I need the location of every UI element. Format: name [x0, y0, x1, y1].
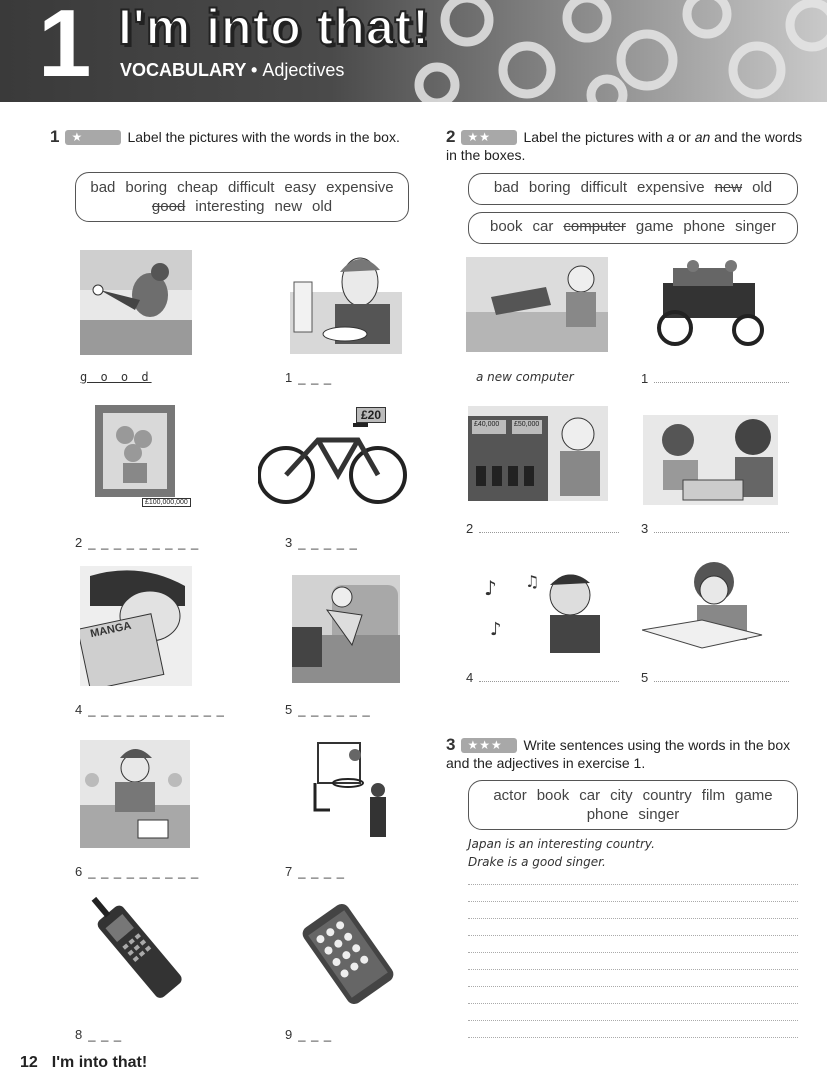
word-box-word: actor — [493, 787, 527, 804]
answer-blank[interactable]: _ _ _ _ _ _ _ _ _ _ _ — [88, 702, 225, 717]
picture-bored-on-sofa — [292, 575, 400, 683]
exercise-3-heading — [446, 736, 806, 772]
section-subtitle — [120, 60, 344, 81]
answer-blank[interactable]: _ _ _ _ _ _ _ _ _ — [88, 864, 200, 879]
svg-text:♫: ♫ — [525, 572, 540, 591]
ex2-answer-2 — [466, 521, 619, 536]
difficulty-stars: ★★ — [461, 130, 517, 145]
picture-old-mobile-phone — [85, 892, 193, 1010]
word-box-word: expensive — [637, 179, 705, 196]
item-number: 6 — [75, 864, 83, 879]
answer-line[interactable] — [654, 373, 789, 383]
word-box-word: book — [536, 787, 570, 804]
price-label-1: £40,000 — [474, 421, 500, 428]
ex2-answer-3 — [641, 521, 789, 536]
word-box-word: game — [735, 787, 773, 804]
picture-bad-singer — [480, 565, 608, 653]
word-box-word: old — [312, 198, 333, 215]
word-box-word: boring — [528, 179, 571, 196]
picture-boring-book — [642, 560, 774, 650]
answer-2 — [75, 535, 199, 550]
picture-basketball-dunk — [300, 735, 400, 850]
answer-5 — [285, 702, 371, 717]
instruction-part: and the words in the boxes. — [446, 129, 803, 163]
writing-line[interactable] — [468, 918, 798, 919]
word-box-word: bad — [90, 179, 116, 196]
item-number: 5 — [285, 702, 293, 717]
bicycle-price-tag: £20 — [356, 407, 386, 423]
word-box-word: game — [635, 218, 674, 235]
word-box-ex3 — [468, 780, 798, 830]
ex2-answer-5 — [641, 670, 789, 685]
item-number: 5 — [641, 670, 649, 685]
swirl-pattern-decoration — [407, 0, 827, 102]
word-box-word: singer — [735, 218, 776, 235]
picture-reading-manga — [80, 566, 192, 686]
word-box-word: car — [579, 787, 601, 804]
footer-title: I'm into that! — [51, 1054, 148, 1071]
ex2-answer-1 — [641, 371, 789, 386]
word-box-ex1 — [75, 172, 409, 222]
word-box-word: difficult — [580, 179, 628, 196]
word-box-word: film — [701, 787, 726, 804]
svg-text:♪: ♪ — [484, 576, 497, 600]
item-number: 2 — [466, 521, 474, 536]
exercise-number: 2 — [446, 127, 456, 146]
picture-man-eating-meal — [290, 242, 402, 354]
answer-blank[interactable]: _ _ _ — [88, 1027, 123, 1042]
picture-old-car — [653, 258, 773, 350]
writing-line[interactable] — [468, 901, 798, 902]
topic-label: Adjectives — [262, 60, 345, 80]
answer-3 — [285, 535, 358, 550]
word-box-word: singer — [638, 806, 680, 823]
price-label-2: £50,000 — [514, 421, 540, 428]
picture-bicycle-price — [258, 405, 408, 505]
item-number: 7 — [285, 864, 293, 879]
answer-line[interactable] — [479, 672, 619, 682]
answer-blank[interactable]: _ _ _ _ _ _ _ _ _ — [88, 535, 200, 550]
picture-new-smartphone — [296, 900, 400, 1008]
picture-expensive-painting — [95, 405, 188, 510]
answer-blank[interactable]: _ _ _ — [298, 1027, 333, 1042]
svg-text:♪: ♪ — [490, 619, 502, 640]
word-box-word: bad — [493, 179, 519, 196]
magazine-title: MANGA — [89, 619, 133, 641]
difficulty-stars: ★★★ — [461, 738, 517, 753]
exercise-instruction: Write sentences using the words in the box and the adjectives in exercise 1. — [446, 737, 791, 771]
word-box-word: country — [642, 787, 692, 804]
word-box-word-used: computer — [563, 218, 626, 235]
answer-blank[interactable]: _ _ _ _ — [298, 864, 345, 879]
example-sentence: Japan is an interesting country. — [468, 837, 655, 851]
difficulty-stars: ★ — [65, 130, 121, 145]
picture-chess-game — [643, 415, 778, 505]
item-number: 3 — [641, 521, 649, 536]
word-box-word: new — [274, 198, 303, 215]
instruction-article-a: a — [666, 129, 675, 145]
answer-line[interactable] — [654, 523, 789, 533]
exercise-number: 1 — [50, 127, 60, 146]
word-box-word: boring — [125, 179, 168, 196]
page-footer — [20, 1054, 147, 1072]
writing-line[interactable] — [468, 969, 798, 970]
writing-line[interactable] — [468, 986, 798, 987]
item-number: 4 — [75, 702, 83, 717]
word-box-ex2-adjectives — [468, 173, 798, 205]
word-box-word: difficult — [227, 179, 275, 196]
item-number: 8 — [75, 1027, 83, 1042]
bullet-separator: • — [251, 60, 258, 80]
answer-7 — [285, 864, 345, 879]
exercise-number: 3 — [446, 735, 456, 754]
answer-6 — [75, 864, 199, 879]
answer-8 — [75, 1027, 122, 1042]
exercise-instruction: Label the pictures with the words in the box. — [127, 129, 400, 145]
item-number: 9 — [285, 1027, 293, 1042]
ex2-answer-4 — [466, 670, 619, 685]
picture-expensive-phone-shop — [468, 406, 608, 501]
item-number: 1 — [285, 370, 293, 385]
exercise-2-heading — [446, 128, 806, 164]
word-box-word: expensive — [326, 179, 394, 196]
word-box-word: easy — [284, 179, 317, 196]
answer-line[interactable] — [654, 672, 789, 682]
exercise-1-heading — [50, 128, 410, 146]
picture-footballer-kicking — [80, 250, 192, 355]
word-box-word: phone — [683, 218, 726, 235]
word-box-word-used: good — [151, 198, 186, 215]
writing-line[interactable] — [468, 935, 798, 936]
example-sentence: Drake is a good singer. — [468, 855, 606, 869]
item-number: 4 — [466, 670, 474, 685]
word-box-word: car — [532, 218, 554, 235]
answer-blank[interactable]: _ _ _ _ _ — [298, 535, 358, 550]
instruction-part: Label the pictures with — [523, 129, 667, 145]
unit-number: 1 — [38, 0, 92, 97]
word-box-word: old — [752, 179, 773, 196]
unit-header-banner — [0, 0, 827, 102]
writing-line[interactable] — [468, 952, 798, 953]
answer-example — [80, 370, 152, 384]
picture-difficult-exam — [80, 740, 190, 848]
word-box-word: cheap — [177, 179, 218, 196]
instruction-part: or — [674, 129, 695, 145]
word-box-word: city — [610, 787, 633, 804]
answer-4 — [75, 702, 225, 717]
word-box-word: book — [489, 218, 523, 235]
item-number: 1 — [641, 371, 649, 386]
writing-line[interactable] — [468, 1037, 798, 1038]
word-box-ex2-nouns — [468, 212, 798, 244]
item-number: 2 — [75, 535, 83, 550]
example-answer: a new computer — [476, 370, 574, 384]
ex2-answer-example — [476, 370, 574, 384]
painting-price-tag: £100,000,000 — [142, 498, 191, 507]
writing-line[interactable] — [468, 884, 798, 885]
word-box-word-used: new — [714, 179, 743, 196]
word-box-word: phone — [586, 806, 629, 823]
section-label: VOCABULARY — [120, 60, 247, 80]
unit-title: I'm into that! — [118, 0, 430, 55]
writing-line[interactable] — [468, 1020, 798, 1021]
answer-1 — [285, 370, 332, 385]
page-number: 12 — [20, 1054, 38, 1071]
item-number: 3 — [285, 535, 293, 550]
example-answer: g o o d — [80, 370, 152, 384]
answer-blank[interactable]: _ _ _ — [298, 370, 333, 385]
picture-new-computer — [466, 257, 608, 352]
word-box-word: interesting — [195, 198, 265, 215]
writing-line[interactable] — [468, 1003, 798, 1004]
instruction-article-an: an — [694, 129, 711, 145]
answer-blank[interactable]: _ _ _ _ _ _ — [298, 702, 371, 717]
answer-9 — [285, 1027, 332, 1042]
answer-line[interactable] — [479, 523, 619, 533]
